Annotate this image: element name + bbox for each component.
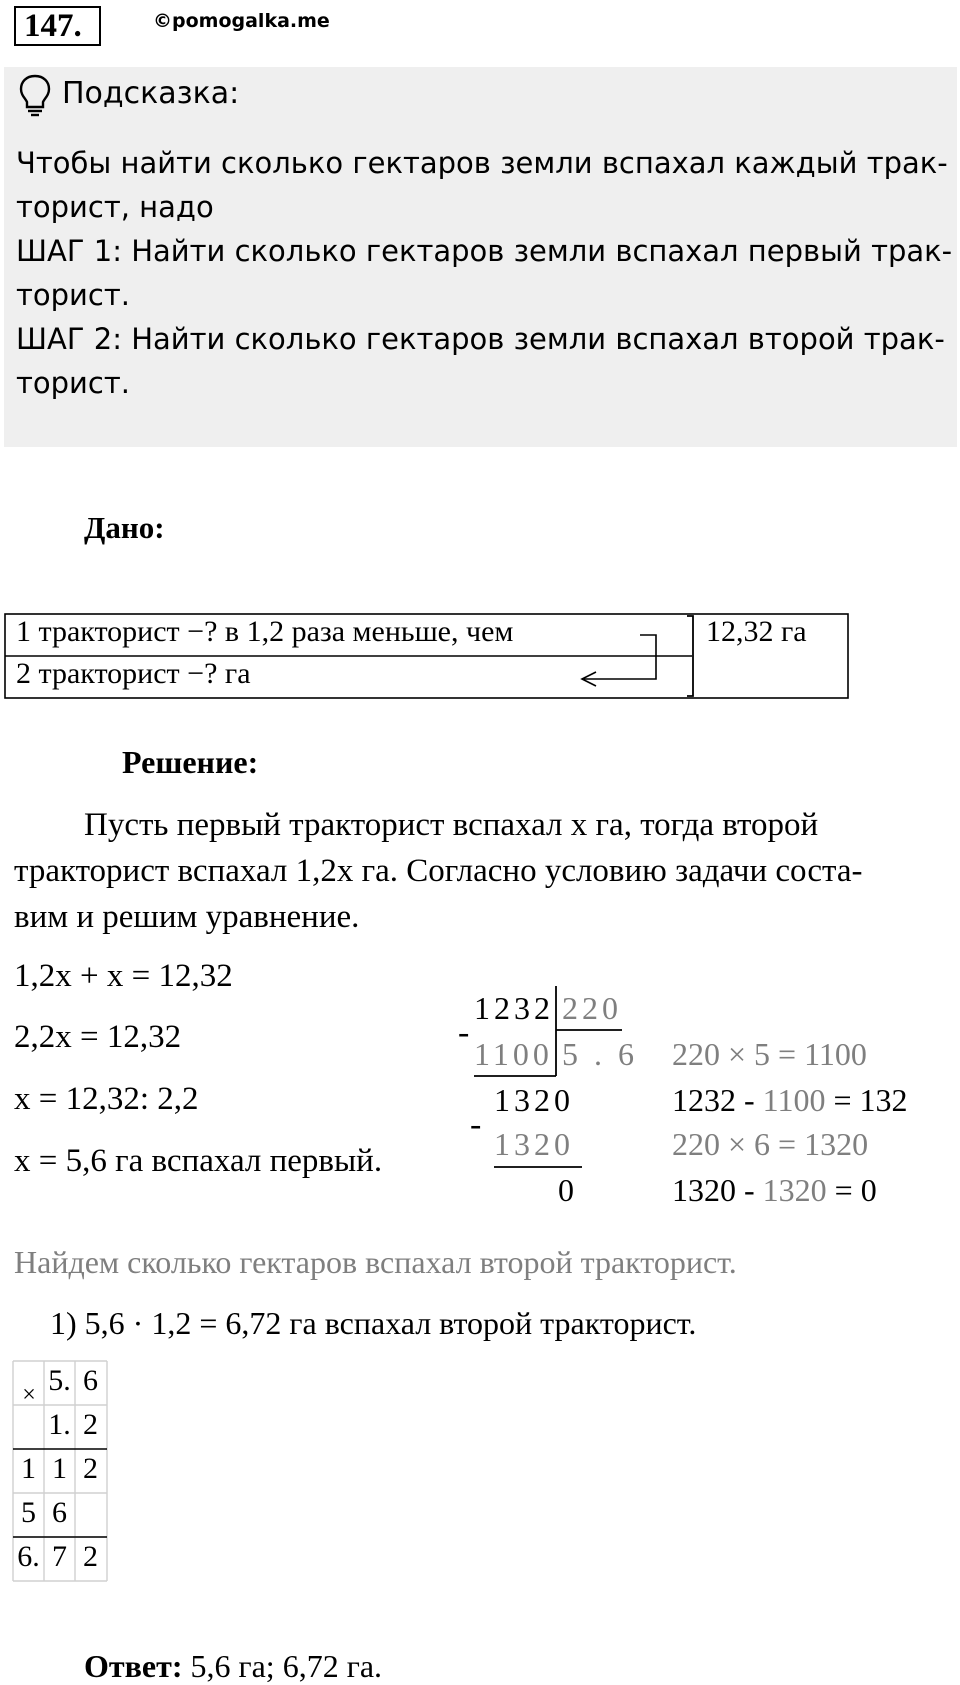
watermark: ©pomogalka.me	[153, 10, 330, 32]
side-calc-1: 220 × 5 = 1100	[672, 1036, 867, 1072]
step1-label: ШАГ 1:	[16, 234, 122, 268]
solution-line3: вим и решим уравнение.	[14, 899, 360, 935]
hint-step1	[16, 234, 952, 268]
answer	[84, 1648, 382, 1685]
quotient: 5 . 6	[562, 1036, 638, 1072]
mult-cell: 7	[52, 1540, 67, 1573]
mult-cell: 2	[83, 1408, 98, 1441]
final-remainder: 0	[558, 1172, 578, 1208]
side-calc-4: 1320 - 1320 = 0	[672, 1172, 877, 1208]
dividend: 1232	[474, 990, 554, 1026]
subtrahend-1: 1100	[474, 1036, 553, 1072]
remainder-1: 1320	[494, 1082, 574, 1118]
equation-4: x = 5,6 га вспахал первый.	[14, 1143, 383, 1179]
hint-intro-line1: Чтобы найти сколько гектаров земли вспахал каждый трак-	[16, 146, 948, 180]
subtrahend-2: 1320	[494, 1126, 574, 1162]
mult-cell: 6	[83, 1364, 98, 1397]
given-total: 12,32 га	[706, 615, 807, 648]
mult-cell: 2	[83, 1452, 98, 1485]
solution-line2: тракторист вспахал 1,2х га. Согласно условию задачи соста-	[14, 853, 863, 889]
hint-title: Подсказка:	[62, 76, 240, 111]
equation-1: 1,2x + x = 12,32	[14, 958, 233, 994]
mult-cell: 1	[52, 1452, 67, 1485]
answer-text: 5,6 га; 6,72 га.	[182, 1648, 383, 1684]
multiply-sign: ×	[22, 1382, 36, 1408]
equation-2: 2,2x = 12,32	[14, 1019, 182, 1055]
step2-label: ШАГ 2:	[16, 322, 122, 356]
minus-sign-1: -	[458, 1014, 470, 1051]
mult-cell: 6	[52, 1496, 67, 1529]
answer-label: Ответ:	[84, 1648, 183, 1684]
solution-line1: Пусть первый тракторист вспахал х га, тогда второй	[84, 807, 819, 843]
mult-cell: 2	[83, 1540, 98, 1573]
given-label: Дано:	[84, 510, 165, 545]
second-part-intro: Найдем сколько гектаров вспахал второй тракторист.	[14, 1244, 737, 1280]
mult-cell: 5.	[48, 1364, 71, 1397]
equation-3: x = 12,32: 2,2	[14, 1081, 199, 1117]
problem-number: 147.	[14, 6, 101, 46]
mult-cell: 1.	[48, 1408, 71, 1441]
side-calc-3: 220 × 6 = 1320	[672, 1126, 869, 1162]
minus-sign-2: -	[470, 1106, 482, 1143]
step1-text: Найти сколько гектаров земли вспахал первый трак-	[121, 234, 953, 268]
solution-label: Решение:	[122, 744, 259, 780]
division-lines	[470, 984, 630, 1169]
step2-text: Найти сколько гектаров земли вспахал второй трак-	[121, 322, 945, 356]
given-row2: 2 тракторист −? га	[16, 657, 251, 690]
mult-cell: 5	[21, 1496, 36, 1529]
mult-cell: 6.	[17, 1540, 40, 1573]
divisor: 220	[562, 990, 622, 1026]
hint-step1-cont: торист.	[16, 278, 130, 312]
hint-step2	[16, 322, 945, 356]
lightbulb-icon	[18, 73, 52, 117]
side-calc-2: 1232 - 1100 = 132	[672, 1082, 908, 1118]
given-row1: 1 тракторист −? в 1,2 раза меньше, чем	[16, 615, 514, 648]
mult-cell: 1	[21, 1452, 36, 1485]
second-part-step: 1) 5,6 · 1,2 = 6,72 га вспахал второй тракторист.	[50, 1305, 697, 1341]
hint-step2-cont: торист.	[16, 366, 130, 400]
hint-intro-line2: торист, надо	[16, 190, 214, 224]
